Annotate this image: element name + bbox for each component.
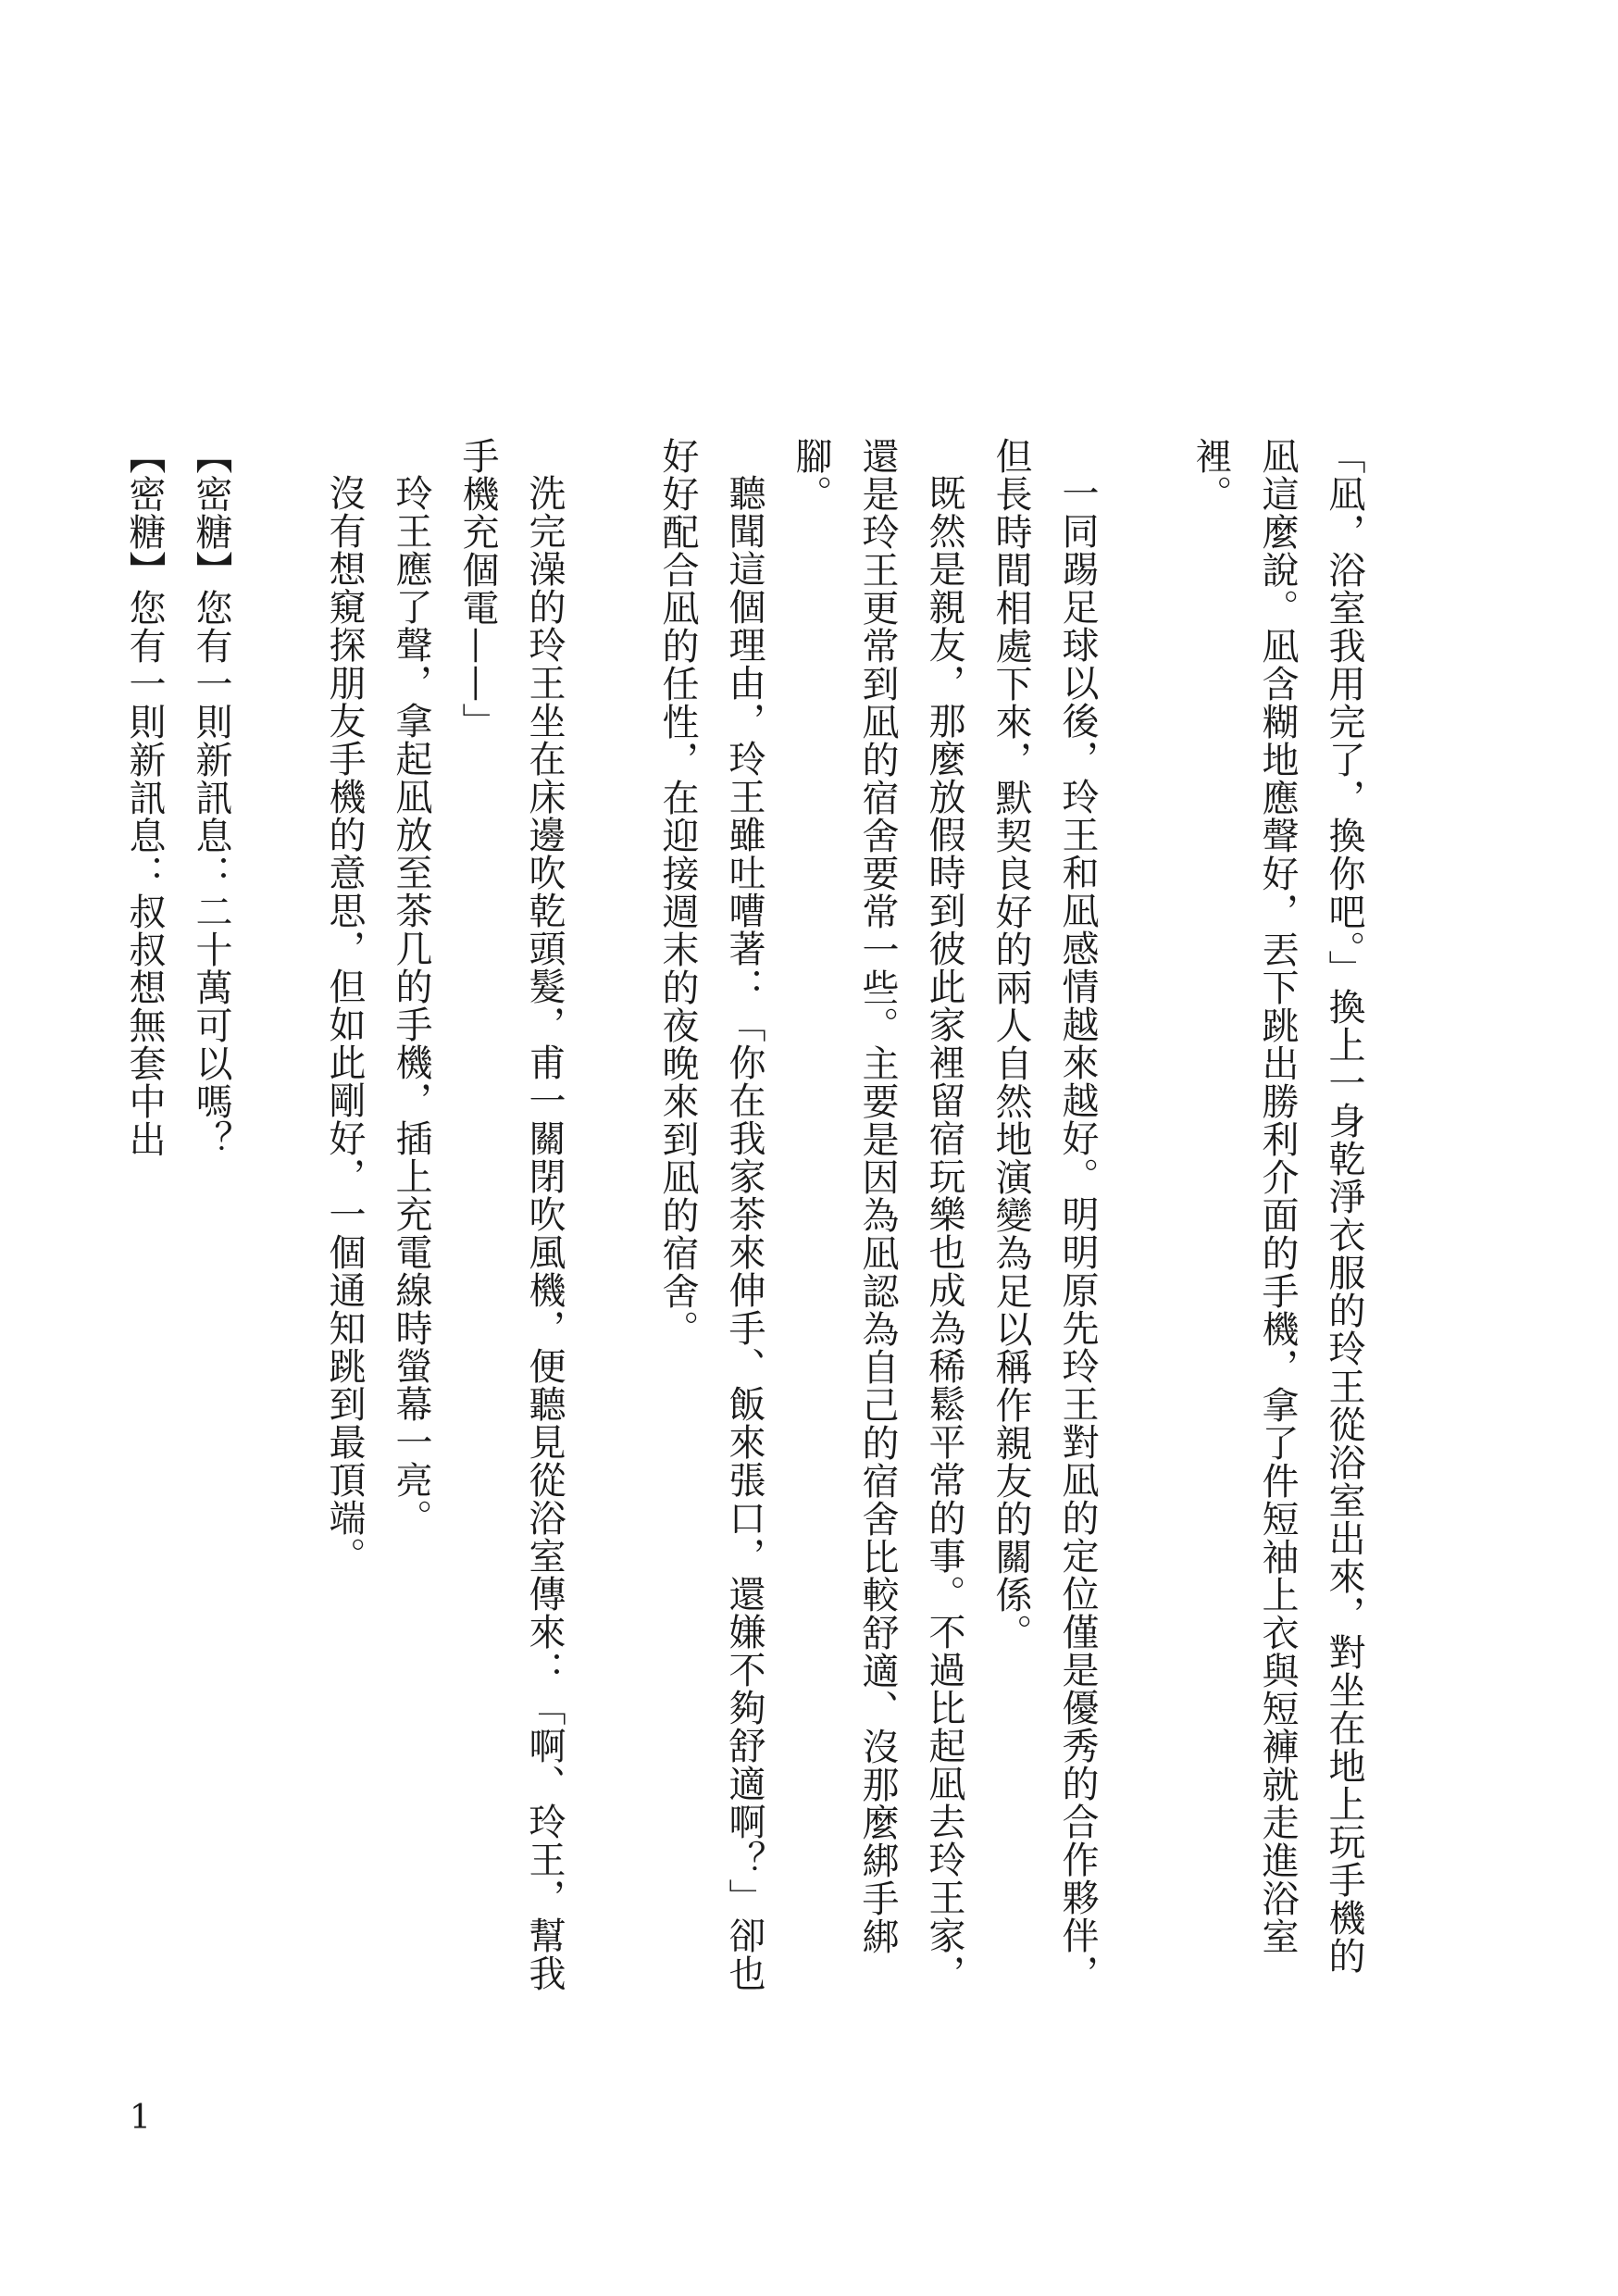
vertical-text-body	[111, 437, 1377, 2011]
notification-1: 【密糖】您有一則新訊息：二十萬可以嗎？	[190, 437, 232, 1158]
paragraph-3: 既然是親友，那麼放假時到彼此家裡留宿玩樂也成為稀鬆平常的事。不過比起凪去玲王家，還是玲王更常到凪的宿舍要常一些。主要是因為凪認為自己的宿舍比較舒適、沒那麼綁手綁腳。	[790, 437, 965, 1992]
notification-2: 【密糖】您有一則新訊息：叔叔想無套中出	[123, 437, 166, 1158]
paragraph-6: 玲王應了聲，拿起凪放至茶几的手機，插上充電線時螢幕一亮。	[390, 474, 432, 1537]
paragraph-gap	[578, 437, 644, 438]
paragraph-7: 沒有想窺探朋友手機的意思，但如此剛好，一個通知跳到最頂端。	[323, 474, 366, 1575]
paragraph-gap	[1111, 437, 1177, 438]
page-number: 1	[130, 2099, 151, 2137]
paragraph-gap	[244, 437, 311, 438]
paragraph-1: 「凪，浴室我用完了，換你吧。」換上一身乾淨衣服的玲王從浴室出來，對坐在地上玩手機的凪這麼說。凪含糊地應聲好，丟下跳出勝利介面的手機，拿了件短袖上衣與短褲就走進浴室裡。	[1189, 437, 1365, 1975]
paragraph-5: 洗完澡的玲王坐在床邊吹乾頭髮，甫一關閉吹風機，便聽見從浴室傳來：「啊、玲王，幫我手機充個電——」	[456, 437, 566, 1992]
paragraph-2: 一同踢足球以後，玲王和凪感情越來越好。明明原先玲王對凪的定位僅是優秀的合作夥伴，但長時間相處下來，默契良好的兩人自然地演變為足以稱作親友的關係。	[989, 437, 1099, 1992]
paragraph-4: 聽聞這個理由，玲王雖吐嘈著：「你在我家茶來伸手、飯來張口，還嫌不夠舒適啊？」卻也好好配合凪的任性，在迎接週末的夜晚來到凪的宿舍。	[656, 437, 765, 1992]
